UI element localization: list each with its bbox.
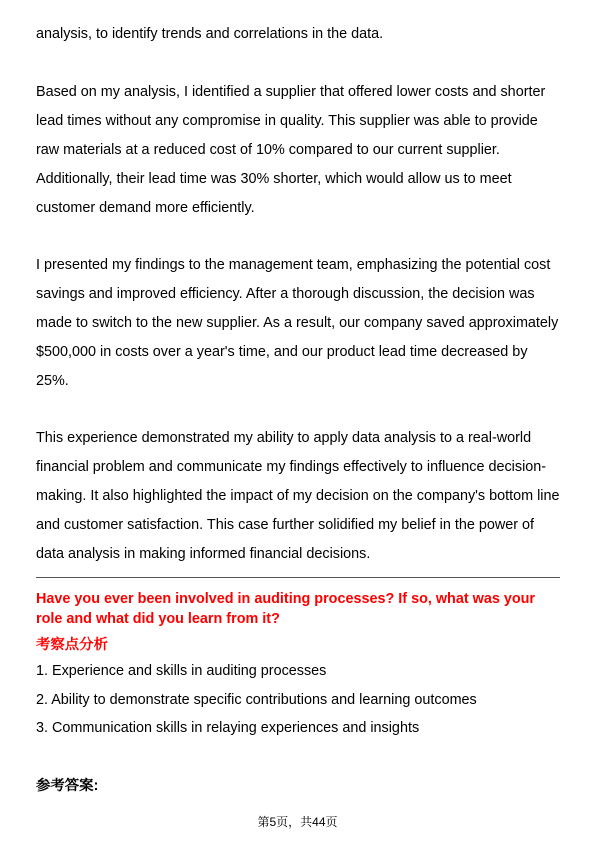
body-paragraph: This experience demonstrated my ability to apply data analysis to a real-world financial problem and communicate my findings effectively to influence decision-making. It also highlighted the impact of my decision on the company's bottom line and customer satisfaction. This case further solidified my belief in the power of data analysis in making informed financial decisions. (36, 430, 560, 562)
answer-label: 参考答案: (36, 778, 99, 794)
body-paragraph: analysis, to identify trends and correlations in the data. (36, 26, 384, 42)
page-number: 第5页，共44页 (257, 815, 338, 829)
analysis-point: 3. Communication skills in relaying experiences and insights (36, 720, 420, 736)
analysis-label: 考察点分析 (36, 637, 108, 653)
question-heading: Have you ever been involved in auditing processes? If so, what was your role and what did you learn from it? (36, 591, 536, 627)
body-paragraph: I presented my findings to the management team, emphasizing the potential cost savings and improved efficiency. After a thorough discussion, the decision was made to switch to the new supplier. As a result, our company saved approximately $500,000 in costs over a year's time, and our product lead time decreased by 25%. (36, 257, 559, 389)
analysis-point: 1. Experience and skills in auditing processes (36, 663, 327, 679)
body-paragraph: Based on my analysis, I identified a supplier that offered lower costs and shorter lead times without any compromise in quality. This supplier was able to provide raw materials at a reduced cost of 10% compared to our current supplier. Additionally, their lead time was 30% shorter, which would allow us to meet customer demand more efficiently. (36, 84, 546, 216)
analysis-point: 2. Ability to demonstrate specific contributions and learning outcomes (36, 692, 477, 708)
section-divider (36, 577, 560, 578)
